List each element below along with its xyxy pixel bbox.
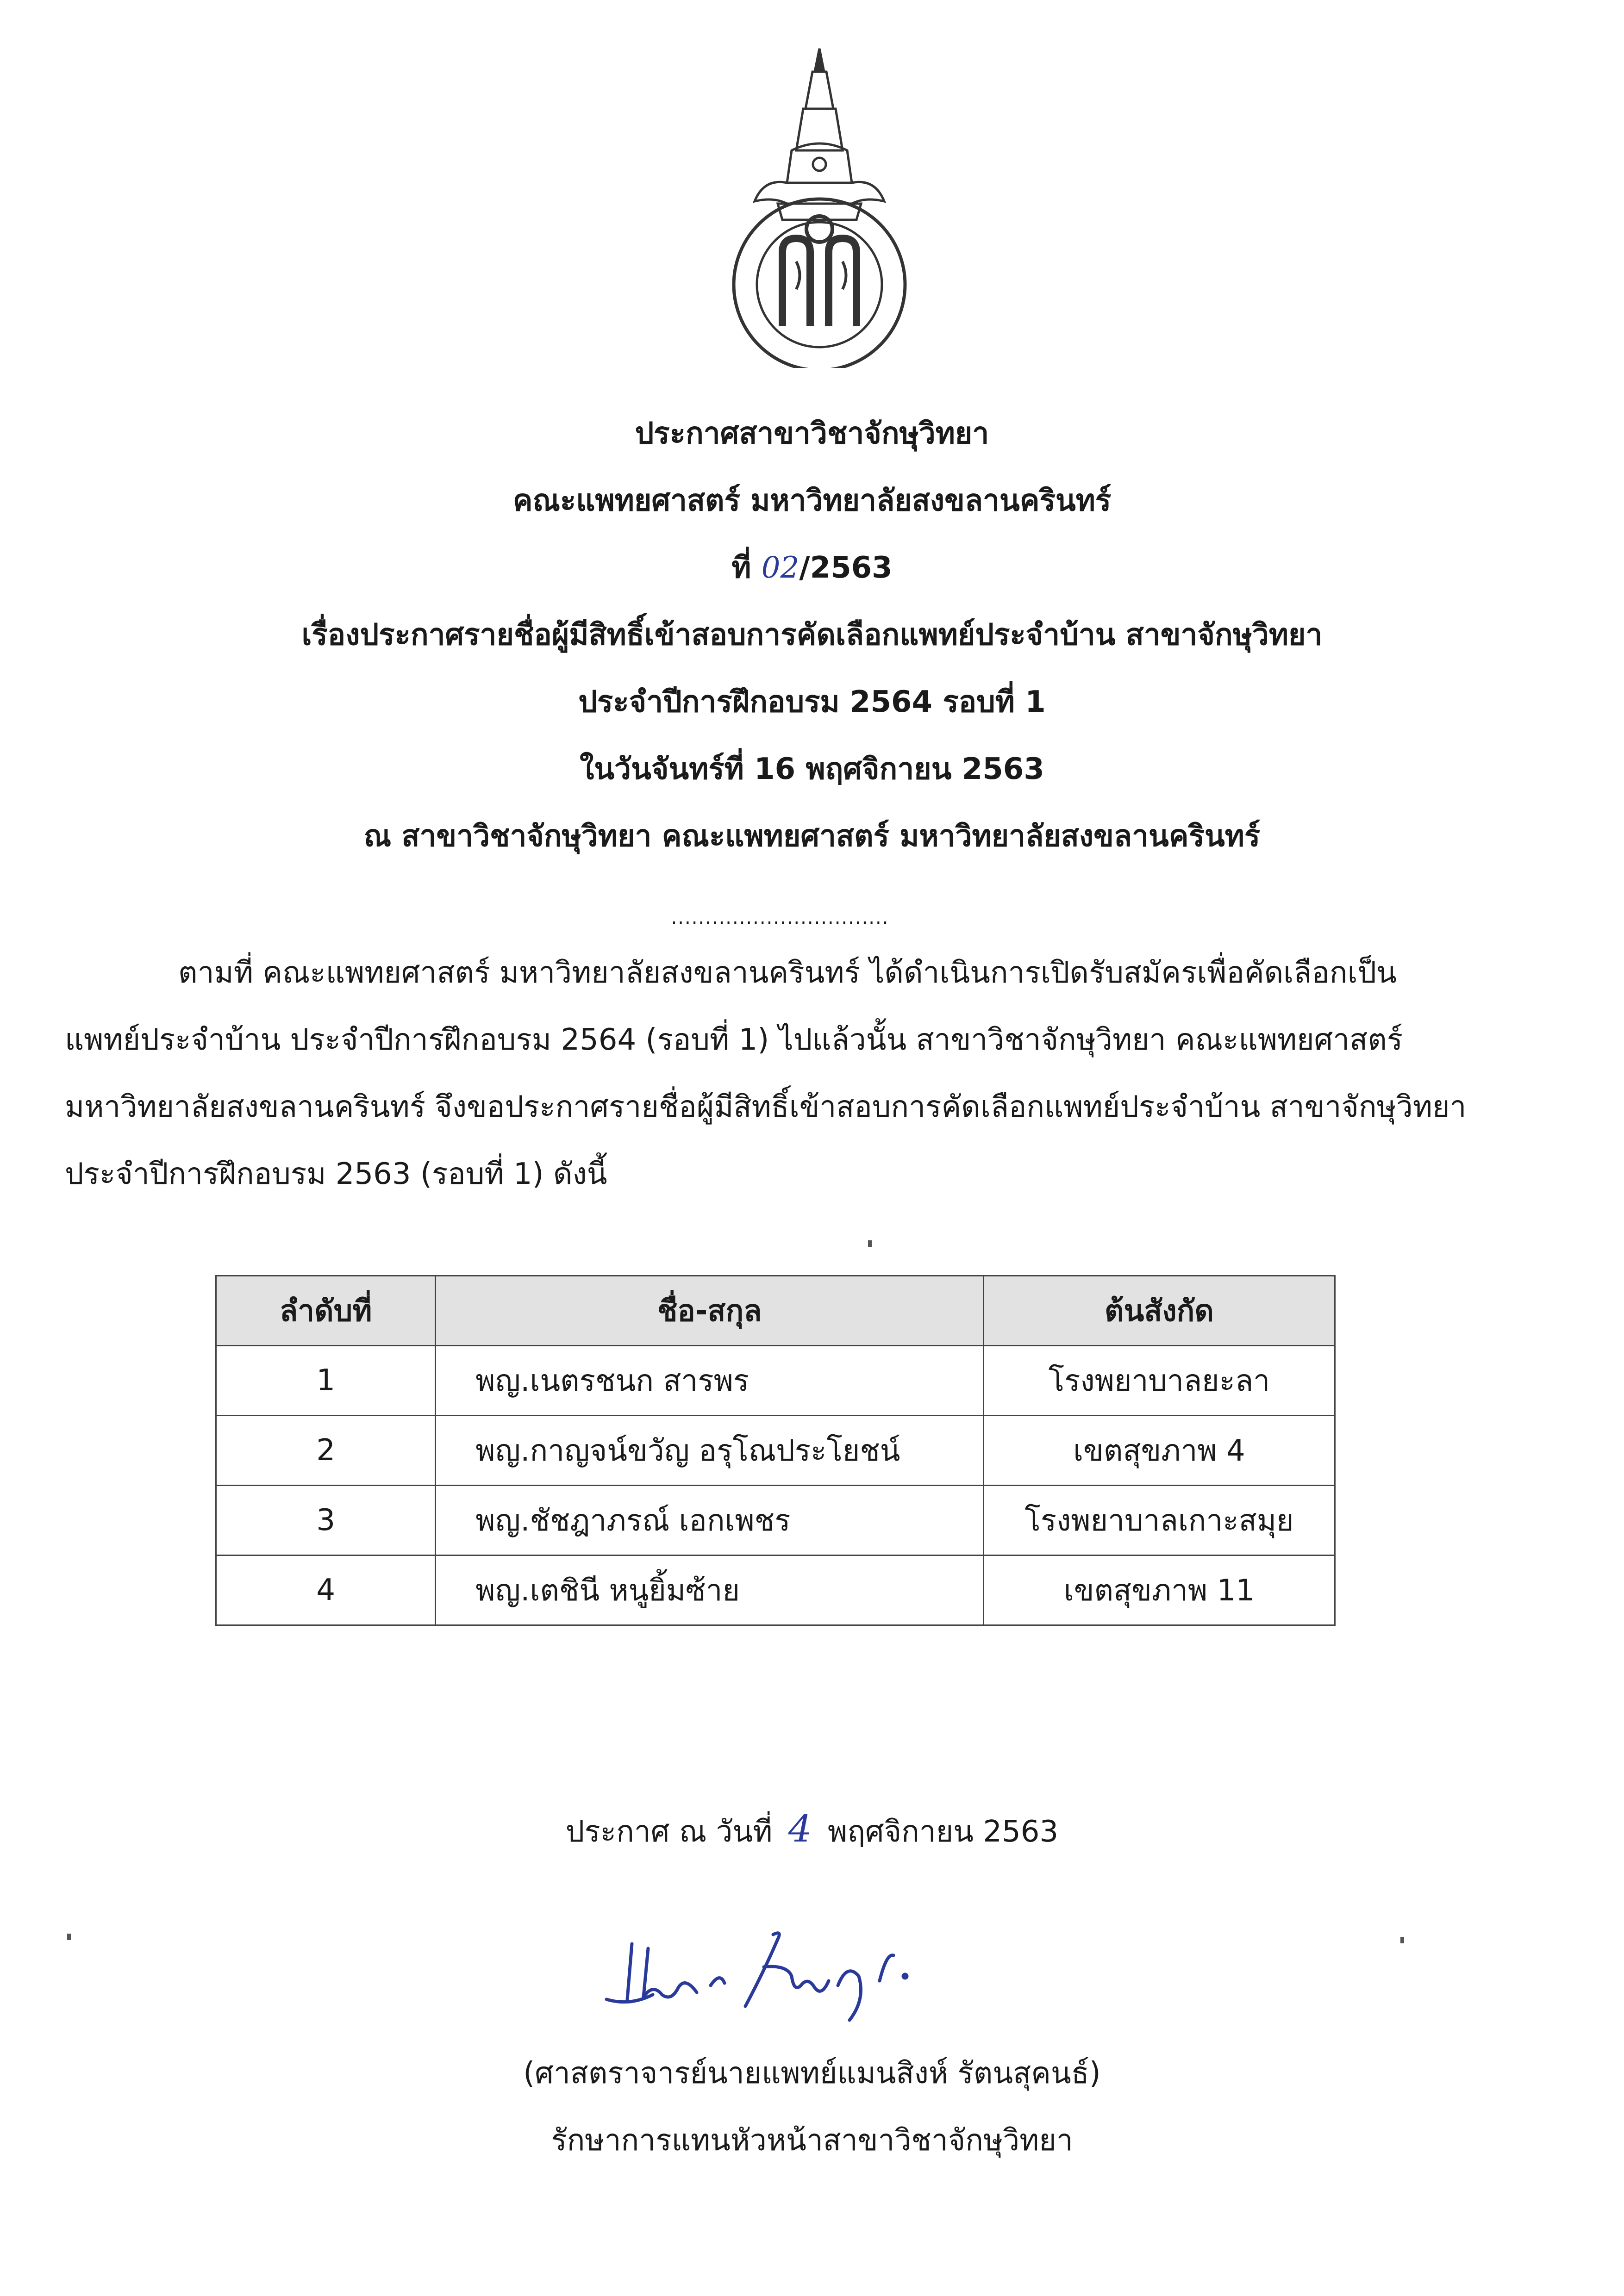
signatory-position: รักษาการแทนหัวหน้าสาขาวิชาจักษุวิทยา [551, 2123, 1073, 2158]
document-number-year: /2563 [799, 551, 893, 585]
announcement-subject: เรื่องประกาศรายชื่อผู้มีสิทธิ์เข้าสอบการคัดเลือกแพทย์ประจำบ้าน สาขาจักษุวิทยา [301, 618, 1323, 652]
header-title: ประกาศสาขาวิชาจักษุวิทยา [635, 417, 989, 451]
row-order: 4 [216, 1556, 436, 1625]
handwritten-signature [597, 1907, 940, 2027]
university-seal-logo [722, 44, 917, 368]
scan-speck [67, 1934, 71, 1940]
announcement-date-prefix: ประกาศ ณ วันที่ [565, 1815, 773, 1849]
column-header-name: ชื่อ-สกุล [436, 1276, 984, 1346]
row-order: 3 [216, 1486, 436, 1556]
table-row [216, 1486, 1335, 1556]
row-affiliation: โรงพยาบาลเกาะสมุย [983, 1486, 1335, 1556]
candidate-table [215, 1275, 1336, 1626]
column-header-affiliation: ต้นสังกัด [983, 1276, 1335, 1346]
row-name: พญ.กาญจน์ขวัญ อรุโณประโยชน์ [436, 1416, 984, 1486]
row-name: พญ.เตชินี หนูยิ้มซ้าย [436, 1556, 984, 1625]
body-paragraph-line-4: ประจำปีการฝึกอบรม 2563 (รอบที่ 1) ดังนี้ [65, 1157, 607, 1191]
separator-dots: ................................ [671, 907, 889, 928]
body-paragraph-line-3: มหาวิทยาลัยสงขลานครินทร์ จึงขอประกาศรายชื่อผู้มีสิทธิ์เข้าสอบการคัดเลือกแพทย์ประจำบ้าน สาขาจักษุวิทยา [65, 1090, 1467, 1124]
row-order: 1 [216, 1346, 436, 1416]
announcement-date-suffix: พฤศจิกายน 2563 [828, 1815, 1059, 1849]
document-number [0, 553, 1624, 583]
column-header-order: ลำดับที่ [216, 1276, 436, 1346]
table-row [216, 1416, 1335, 1486]
header-faculty: คณะแพทยศาสตร์ มหาวิทยาลัยสงขลานครินทร์ [512, 484, 1112, 518]
row-affiliation: เขตสุขภาพ 11 [983, 1556, 1335, 1625]
exam-location: ณ สาขาวิชาจักษุวิทยา คณะแพทยศาสตร์ มหาวิทยาลัยสงขลานครินทร์ [363, 819, 1261, 853]
body-paragraph-line-1: ตามที่ คณะแพทยศาสตร์ มหาวิทยาลัยสงขลานครินทร์ ได้ดำเนินการเปิดรับสมัครเพื่อคัดเลือกเป็น [178, 956, 1397, 990]
document-number-handwritten: 02 [761, 551, 800, 585]
document-number-prefix: ที่ [731, 551, 751, 585]
row-name: พญ.เนตรชนก สารพร [436, 1346, 984, 1416]
table-row [216, 1556, 1335, 1625]
row-name: พญ.ชัชฎาภรณ์ เอกเพชร [436, 1486, 984, 1556]
body-paragraph-line-2: แพทย์ประจำบ้าน ประจำปีการฝึกอบรม 2564 (รอบที่ 1) ไปแล้วนั้น สาขาวิชาจักษุวิทยา คณะแพทยศาสตร์ [65, 1023, 1403, 1057]
row-affiliation: เขตสุขภาพ 4 [983, 1416, 1335, 1486]
announcement-date [0, 1807, 1624, 1855]
scan-speck [868, 1240, 872, 1247]
table-row [216, 1346, 1335, 1416]
row-order: 2 [216, 1416, 436, 1486]
scan-speck [1400, 1937, 1404, 1943]
signatory-name: (ศาสตราจารย์นายแพทย์แมนสิงห์ รัตนสุคนธ์) [523, 2056, 1101, 2091]
announcement-day-handwritten: 4 [788, 1807, 812, 1850]
training-year: ประจำปีการฝึกอบรม 2564 รอบที่ 1 [578, 685, 1046, 719]
exam-date: ในวันจันทร์ที่ 16 พฤศจิกายน 2563 [580, 752, 1044, 786]
row-affiliation: โรงพยาบาลยะลา [983, 1346, 1335, 1416]
table-header-row [216, 1276, 1335, 1346]
